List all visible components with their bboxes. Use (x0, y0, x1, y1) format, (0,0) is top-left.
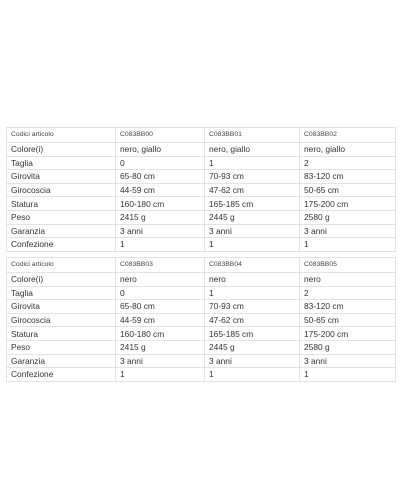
header-code: C083BB05 (300, 258, 396, 273)
header-label: Codici articolo (7, 258, 116, 273)
cell-value: 2445 g (205, 210, 300, 224)
header-code: C083BB03 (116, 258, 205, 273)
table-row (7, 183, 396, 197)
row-label: Colore(i) (7, 143, 116, 157)
row-label: Confezione (7, 368, 116, 382)
cell-value: 50-65 cm (300, 183, 396, 197)
cell-value: 175-200 cm (300, 197, 396, 211)
row-label: Girovita (7, 170, 116, 184)
cell-value: 70-93 cm (205, 170, 300, 184)
spec-table-1 (6, 127, 395, 252)
header-code: C083BB02 (300, 128, 396, 143)
table-row (7, 300, 396, 314)
cell-value: 160-180 cm (116, 327, 205, 341)
cell-value: 160-180 cm (116, 197, 205, 211)
cell-value: 175-200 cm (300, 327, 396, 341)
row-label: Peso (7, 210, 116, 224)
table-row (7, 340, 396, 354)
row-label: Garanzia (7, 354, 116, 368)
table-row (7, 313, 396, 327)
cell-value: 1 (205, 238, 300, 252)
cell-value: 2 (300, 286, 396, 300)
cell-value: nero (300, 273, 396, 287)
table-row (7, 238, 396, 252)
row-label: Girovita (7, 300, 116, 314)
cell-value: 3 anni (116, 224, 205, 238)
cell-value: 47-62 cm (205, 183, 300, 197)
cell-value: nero (116, 273, 205, 287)
table-row (7, 224, 396, 238)
header-code: C083BB04 (205, 258, 300, 273)
row-label: Statura (7, 327, 116, 341)
table-row (7, 170, 396, 184)
table-row (7, 354, 396, 368)
cell-value: 3 anni (300, 354, 396, 368)
row-label: Colore(i) (7, 273, 116, 287)
cell-value: 3 anni (300, 224, 396, 238)
header-code: C083BB01 (205, 128, 300, 143)
spec-table (6, 127, 396, 252)
cell-value: 65-80 cm (116, 300, 205, 314)
cell-value: 165-185 cm (205, 327, 300, 341)
cell-value: nero (205, 273, 300, 287)
row-label: Garanzia (7, 224, 116, 238)
cell-value: 0 (116, 156, 205, 170)
cell-value: 2415 g (116, 340, 205, 354)
spec-table (6, 257, 396, 382)
header-code: C083BB00 (116, 128, 205, 143)
cell-value: 2 (300, 156, 396, 170)
cell-value: nero, giallo (300, 143, 396, 157)
cell-value: 3 anni (205, 224, 300, 238)
cell-value: 1 (205, 156, 300, 170)
cell-value: 1 (205, 286, 300, 300)
cell-value: 2580 g (300, 210, 396, 224)
row-label: Girocoscia (7, 313, 116, 327)
table-row (7, 368, 396, 382)
row-label: Statura (7, 197, 116, 211)
table-header-row (7, 128, 396, 143)
cell-value: 44-59 cm (116, 313, 205, 327)
cell-value: 1 (300, 368, 396, 382)
cell-value: 83-120 cm (300, 170, 396, 184)
cell-value: 44-59 cm (116, 183, 205, 197)
cell-value: 83-120 cm (300, 300, 396, 314)
cell-value: 2445 g (205, 340, 300, 354)
cell-value: nero, giallo (205, 143, 300, 157)
row-label: Taglia (7, 156, 116, 170)
table-header-row (7, 258, 396, 273)
row-label: Girocoscia (7, 183, 116, 197)
cell-value: 47-62 cm (205, 313, 300, 327)
table-row (7, 286, 396, 300)
cell-value: 65-80 cm (116, 170, 205, 184)
table-row (7, 197, 396, 211)
cell-value: 1 (205, 368, 300, 382)
table-row (7, 210, 396, 224)
cell-value: 1 (300, 238, 396, 252)
cell-value: 165-185 cm (205, 197, 300, 211)
cell-value: 1 (116, 238, 205, 252)
header-label: Codici articolo (7, 128, 116, 143)
cell-value: 0 (116, 286, 205, 300)
table-row (7, 273, 396, 287)
table-row (7, 156, 396, 170)
table-row (7, 327, 396, 341)
spec-table-2 (6, 257, 395, 382)
cell-value: 3 anni (205, 354, 300, 368)
cell-value: 2580 g (300, 340, 396, 354)
row-label: Confezione (7, 238, 116, 252)
table-row (7, 143, 396, 157)
row-label: Peso (7, 340, 116, 354)
cell-value: 2415 g (116, 210, 205, 224)
cell-value: 70-93 cm (205, 300, 300, 314)
cell-value: nero, giallo (116, 143, 205, 157)
row-label: Taglia (7, 286, 116, 300)
cell-value: 1 (116, 368, 205, 382)
cell-value: 50-65 cm (300, 313, 396, 327)
cell-value: 3 anni (116, 354, 205, 368)
